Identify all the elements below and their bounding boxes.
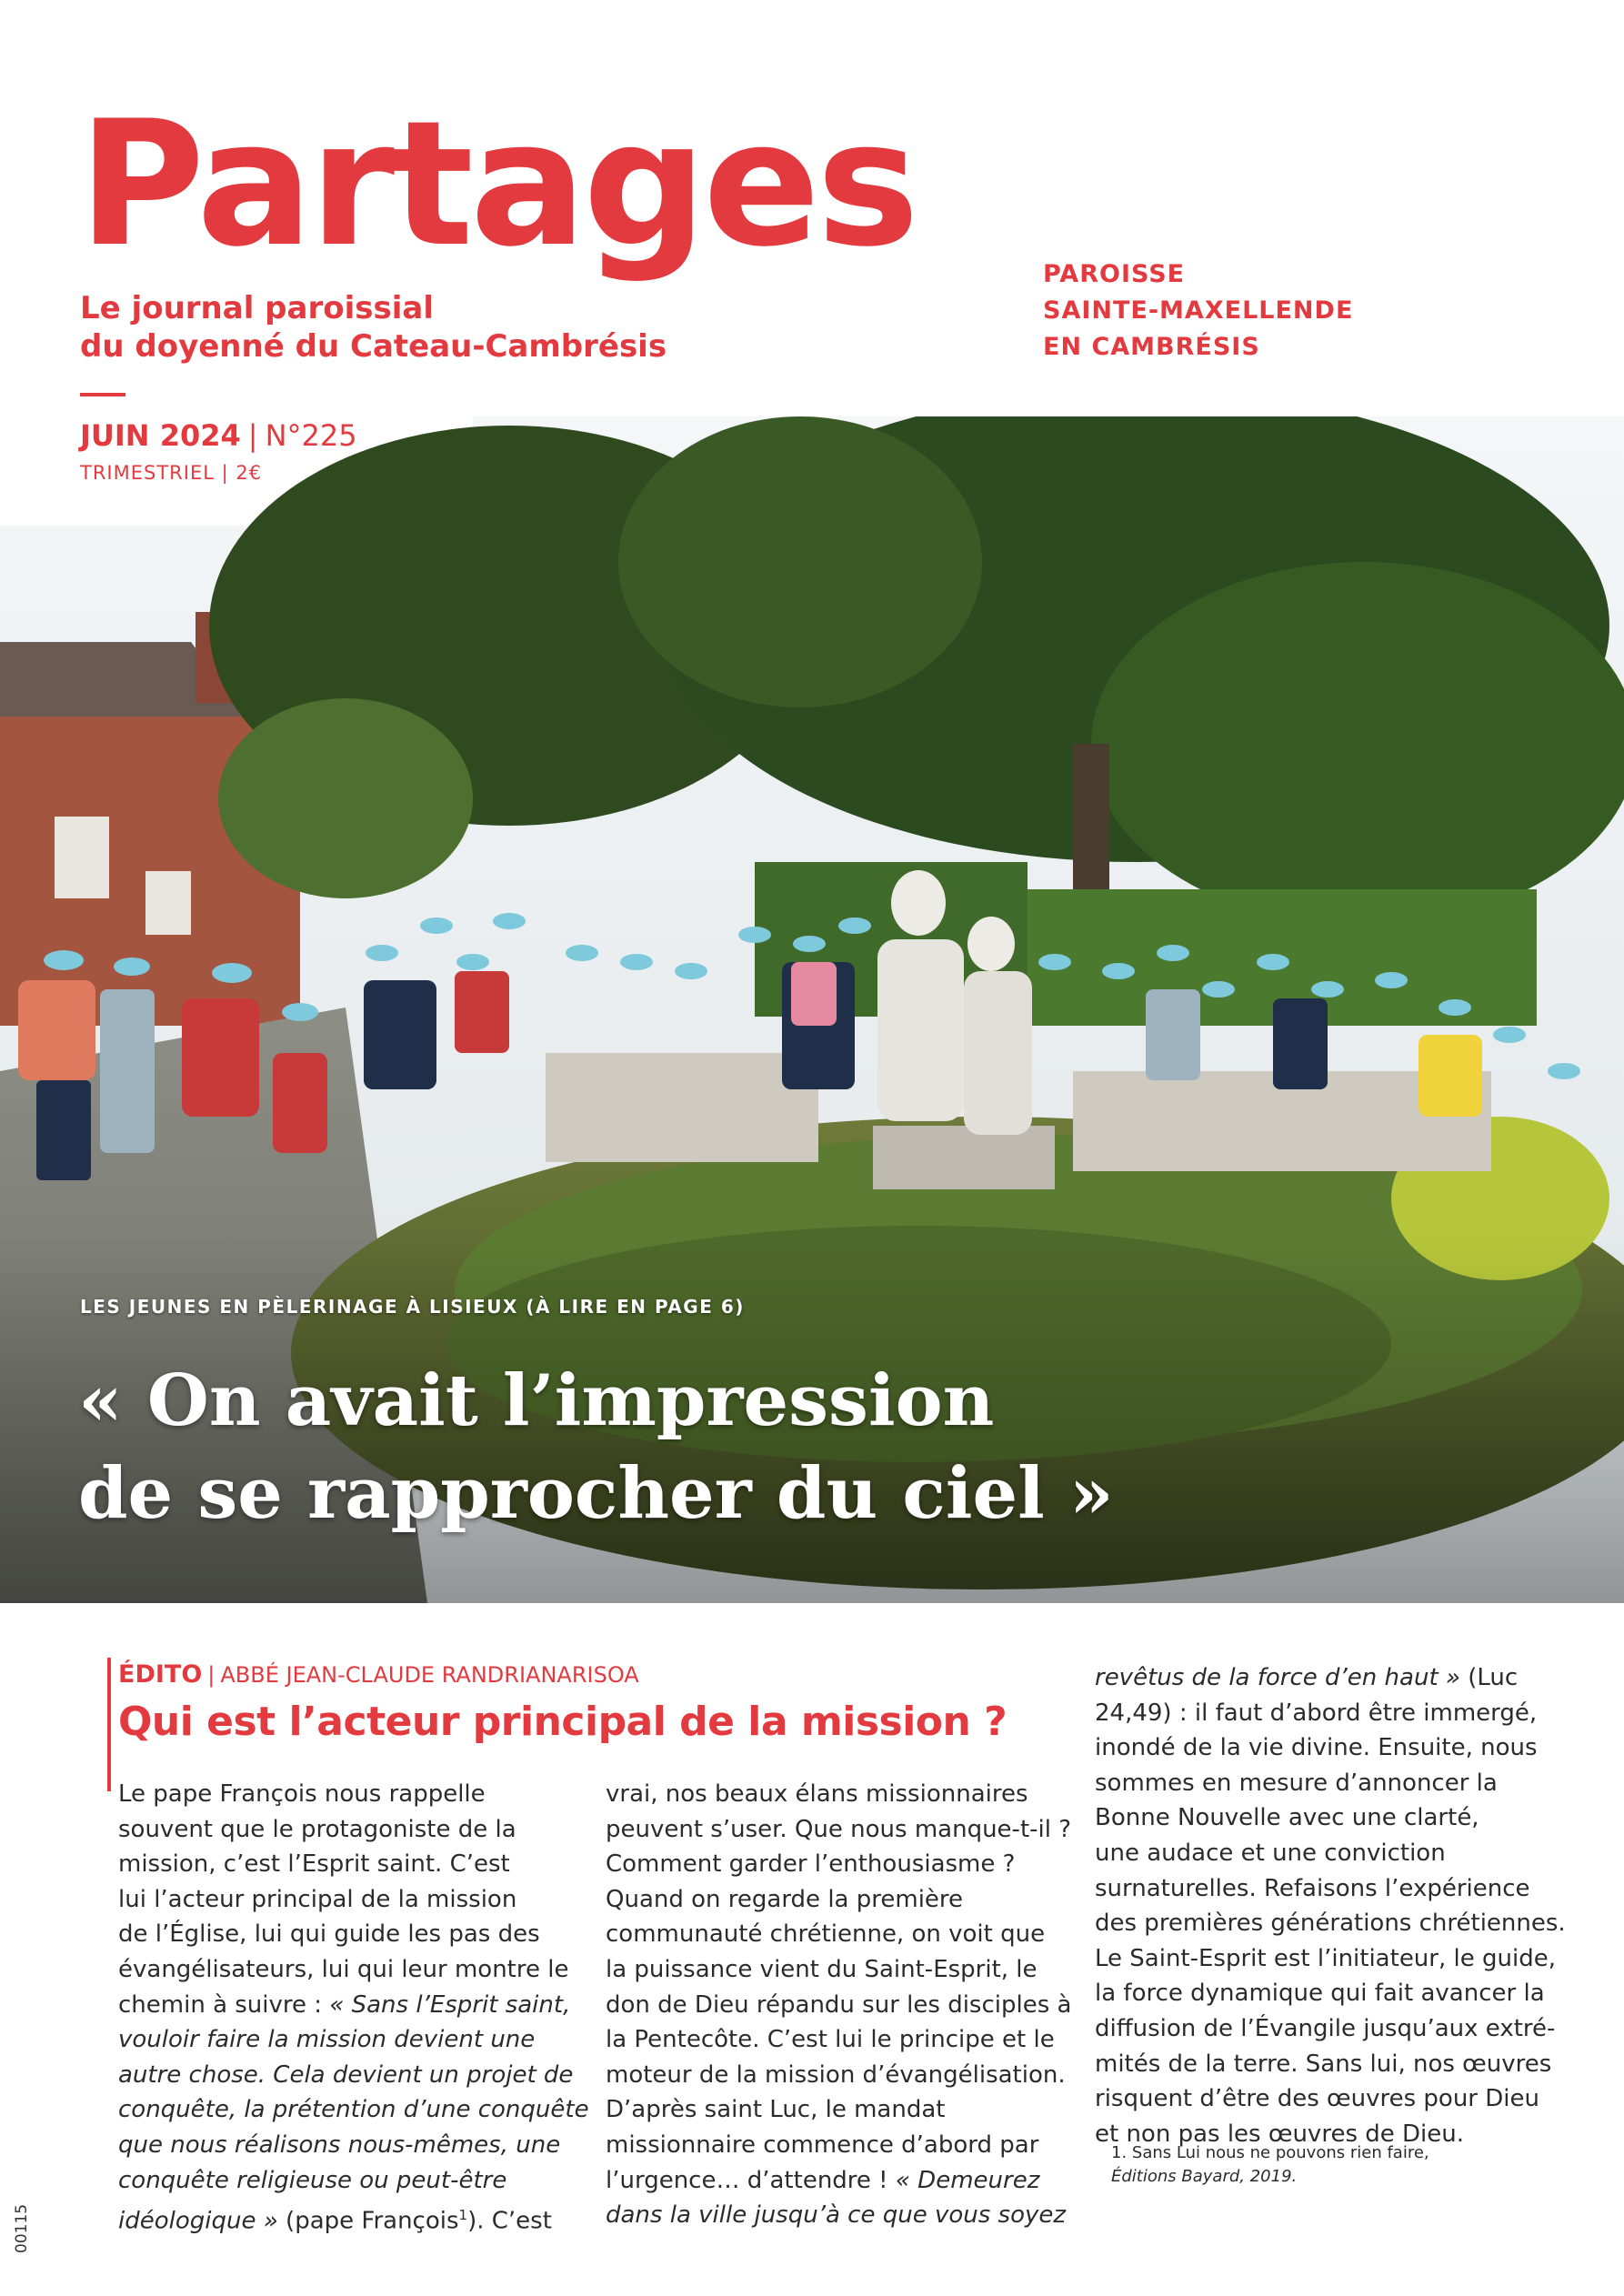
issue-number: N°225	[265, 418, 357, 453]
text-line	[118, 2022, 573, 2058]
text-line: inondé de la vie divine. Ensuite, nous	[1095, 1734, 1538, 1762]
parish-name	[1043, 256, 1353, 366]
parish-line: SAINTE-MAXELLENDE	[1043, 296, 1354, 325]
masthead-tagline	[80, 289, 667, 366]
edito-pipe: |	[207, 1662, 216, 1688]
text-line: peuvent s’user. Que nous manque-t-il ?	[606, 1815, 1072, 1843]
text-line: moteur de la mission d’évangélisation.	[606, 2060, 1066, 2089]
text-line: communauté chrétienne, on voit que	[606, 1920, 1046, 1949]
periodicity: TRIMESTRIEL | 2€	[80, 462, 263, 484]
text-line: des premières générations chrétiennes.	[1095, 1910, 1566, 1938]
text-line: surnaturelles. Refaisons l’expérience	[1095, 1874, 1530, 1902]
quote-segment: que nous réalisons nous-mêmes, une	[118, 2131, 561, 2159]
side-code: 00115	[13, 2203, 31, 2253]
text-line: une audace et une conviction	[1095, 1839, 1446, 1867]
text-line: souvent que le protagoniste de la	[118, 1815, 516, 1843]
masthead-title: Partages	[78, 84, 917, 285]
text-line: mités de la terre. Sans lui, nos œuvres	[1095, 2050, 1552, 2078]
footnote-line: 1. Sans Lui nous ne pouvons rien faire,	[1111, 2143, 1429, 2162]
text-line: la puissance vient du Saint-Esprit, le	[606, 1955, 1038, 1983]
text-line: 24,49) : il faut d’abord être immergé,	[1095, 1699, 1538, 1727]
text-segment: (pape François	[286, 2207, 459, 2235]
text-line	[118, 1988, 573, 2023]
edito-accent-bar	[107, 1658, 111, 1791]
edito-label-text: ÉDITO	[118, 1660, 203, 1689]
text-line: Le Saint-Esprit est l’initiateur, le guide,	[1095, 1944, 1556, 1972]
edito-label	[118, 1660, 639, 1689]
text-line: évangélisateurs, lui qui leur montre le	[118, 1955, 569, 1983]
text-line: missionnaire commence d’abord par	[606, 2131, 1039, 2159]
text-line	[118, 2163, 573, 2199]
issue-line	[80, 418, 357, 453]
text-line	[118, 2058, 573, 2093]
text-line: lui l’acteur principal de la mission	[118, 1885, 517, 1913]
edito-column-2	[606, 1777, 1072, 2233]
quote-segment: dans la ville jusqu’à ce que vous soyez	[606, 2201, 1067, 2230]
text-segment: l’urgence… d’attendre !	[606, 2166, 888, 2194]
cover-kicker: LES JEUNES EN PÈLERINAGE À LISIEUX (À LIRE EN PAGE 6)	[80, 1296, 745, 1318]
text-segment: ). C’est	[467, 2207, 552, 2235]
text-line: de l’Église, lui qui guide les pas des	[118, 1920, 540, 1949]
edito-column-1	[118, 1777, 589, 2239]
footnote	[1111, 2141, 1429, 2189]
quote-segment: « Demeurez	[895, 2166, 1040, 2194]
text-line: mission, c’est l’Esprit saint. C’est	[118, 1850, 510, 1879]
text-segment: chemin à suivre :	[118, 1990, 323, 2019]
text-segment: (Luc	[1468, 1664, 1519, 1691]
text-line: Le pape François nous rappelle	[118, 1780, 486, 1808]
masthead-rule	[80, 393, 125, 396]
headline-line: de se rapprocher du ciel »	[78, 1452, 1114, 1535]
tagline-line: Le journal paroissial	[80, 290, 434, 326]
text-line: la Pentecôte. C’est lui le principe et le	[606, 2026, 1055, 2054]
text-line	[1095, 1660, 1568, 1696]
headline-line: « On avait l’impression	[78, 1359, 995, 1442]
quote-segment: « Sans l’Esprit saint,	[329, 1990, 571, 2019]
text-line: Comment garder l’enthousiasme ?	[606, 1850, 1016, 1879]
quote-segment: revêtus de la force d’en haut »	[1095, 1664, 1460, 1691]
text-line: Quand on regarde la première	[606, 1885, 964, 1913]
text-line	[606, 2163, 1060, 2199]
quote-segment: idéologique »	[118, 2207, 278, 2235]
parish-line: EN CAMBRÉSIS	[1043, 333, 1260, 361]
quote-segment: conquête religieuse ou peut-être	[118, 2166, 507, 2194]
text-line: Bonne Nouvelle avec une clarté,	[1095, 1804, 1479, 1832]
text-line: don de Dieu répandu sur les disciples à	[606, 1990, 1072, 2019]
text-line: vrai, nos beaux élans missionnaires	[606, 1780, 1028, 1808]
quote-segment: autre chose. Cela devient un projet de	[118, 2060, 574, 2089]
text-line	[118, 2128, 573, 2163]
footnote-line	[1111, 2165, 1429, 2189]
quote-segment: conquête, la prétention d’une conquête	[118, 2096, 589, 2124]
text-line	[606, 2198, 1067, 2233]
footnote-ref: 1	[458, 2207, 468, 2224]
text-line	[118, 2198, 573, 2239]
tagline-line: du doyenné du Cateau-Cambrésis	[80, 328, 667, 365]
cover-headline	[78, 1355, 1114, 1540]
text-line: la force dynamique qui fait avancer la	[1095, 1980, 1545, 2008]
quote-segment: vouloir faire la mission devient une	[118, 2026, 536, 2054]
text-line: risquent d’être des œuvres pour Dieu	[1095, 2085, 1539, 2113]
text-line: et non pas les œuvres de Dieu.	[1095, 2120, 1464, 2148]
text-line	[118, 2092, 589, 2128]
issue-separator: |	[247, 418, 258, 453]
edito-column-3	[1095, 1660, 1568, 2151]
text-line: D’après saint Luc, le mandat	[606, 2096, 946, 2124]
text-line: sommes en mesure d’annoncer la	[1095, 1769, 1498, 1797]
footnote-source: Éditions Bayard, 2019.	[1111, 2167, 1298, 2186]
text-line: diffusion de l’Évangile jusqu’aux extré-	[1095, 2014, 1556, 2042]
edito-title: Qui est l’acteur principal de la mission ?	[118, 1699, 1007, 1745]
issue-date: JUIN 2024	[80, 418, 241, 453]
parish-line: PAROISSE	[1043, 260, 1186, 288]
edito-author: ABBÉ JEAN-CLAUDE RANDRIANARISOA	[220, 1662, 639, 1688]
